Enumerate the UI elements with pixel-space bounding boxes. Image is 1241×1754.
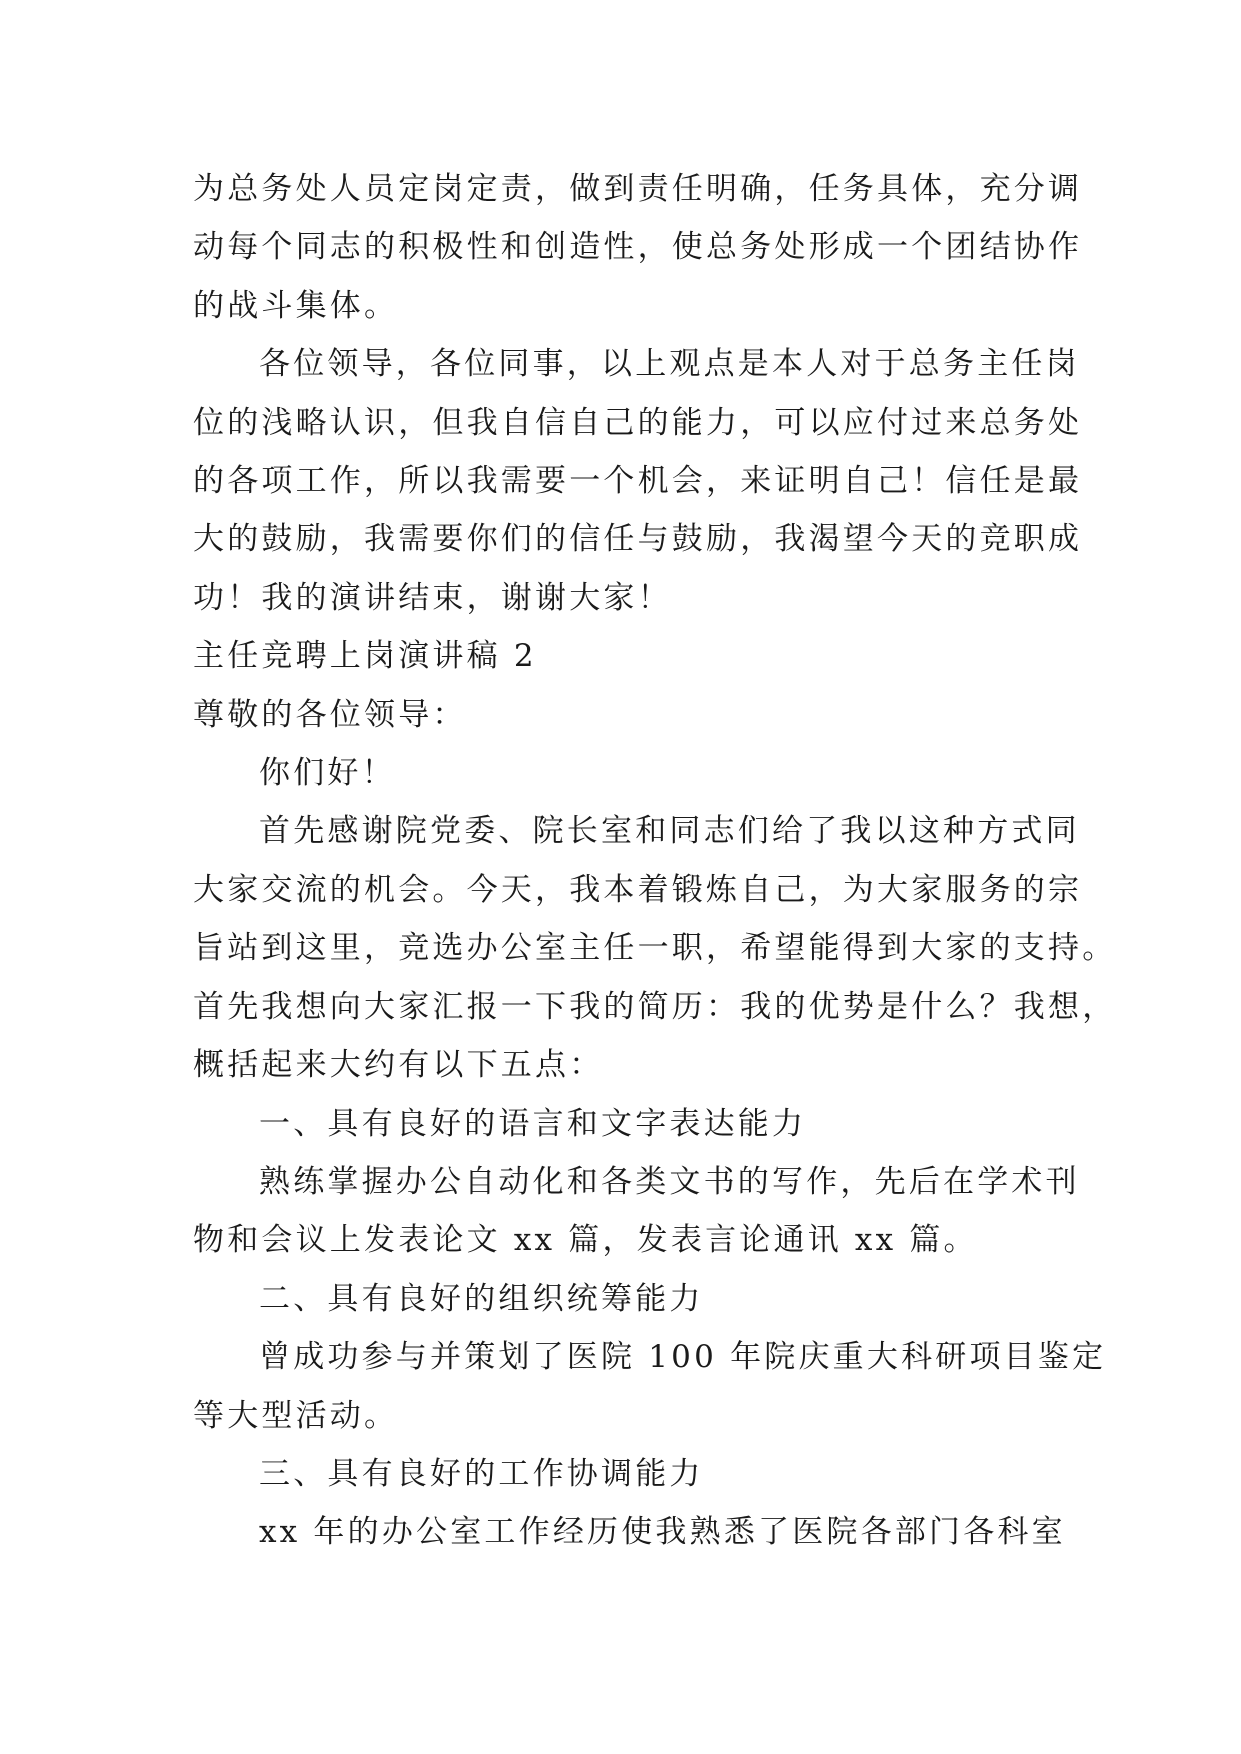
- text-line: 主任竞聘上岗演讲稿 2: [193, 638, 537, 675]
- text-line: 曾成功参与并策划了医院 100 年院庆重大科研项目鉴定: [259, 1339, 1107, 1376]
- paragraph: [193, 686, 1048, 744]
- text-line: 大家交流的机会。今天，我本着锻炼自己，为大家服务的宗: [193, 871, 1083, 908]
- text-line: 的各项工作，所以我需要一个机会，来证明自己！信任是最: [193, 463, 1083, 500]
- paragraph: [193, 1153, 1080, 1270]
- paragraph: [193, 627, 1048, 685]
- text-line: 为总务处人员定岗定责，做到责任明确，任务具体，充分调: [193, 171, 1083, 207]
- text-line: 位的浅略认识，但我自信自己的能力，可以应付过来总务处: [193, 404, 1083, 441]
- paragraph: [193, 160, 1083, 335]
- text-line: 一、具有良好的语言和文字表达能力: [259, 1105, 807, 1142]
- text-line: 首先感谢院党委、院长室和同志们给了我以这种方式同: [259, 813, 1080, 850]
- paragraph: [193, 1445, 1048, 1503]
- text-line: xx 年的办公室工作经历使我熟悉了医院各部门各科室: [259, 1514, 1066, 1551]
- text-line: 动每个同志的积极性和创造性，使总务处形成一个团结协作: [193, 229, 1083, 266]
- text-line: 旨站到这里，竞选办公室主任一职，希望能得到大家的支持。: [193, 930, 1117, 967]
- text-line: 各位领导，各位同事，以上观点是本人对于总务主任岗: [259, 346, 1080, 383]
- text-line: 二、具有良好的组织统筹能力: [259, 1280, 704, 1317]
- paragraph: [193, 802, 1117, 1094]
- paragraph: [193, 335, 1083, 627]
- paragraph: [193, 1503, 1066, 1561]
- document-page: [193, 160, 1117, 1562]
- text-line: 的战斗集体。: [193, 287, 399, 324]
- text-line: 熟练掌握办公自动化和各类文书的写作，先后在学术刊: [259, 1163, 1080, 1200]
- paragraph: [193, 1328, 1107, 1445]
- paragraph: [193, 1095, 1048, 1153]
- text-line: 首先我想向大家汇报一下我的简历：我的优势是什么？我想，: [193, 988, 1117, 1025]
- text-line: 大的鼓励，我需要你们的信任与鼓励，我渴望今天的竞职成: [193, 521, 1083, 558]
- text-line: 等大型活动。: [193, 1397, 399, 1434]
- text-line: 功！我的演讲结束，谢谢大家！: [193, 579, 672, 616]
- text-line: 你们好！: [259, 755, 396, 792]
- text-line: 概括起来大约有以下五点：: [193, 1047, 604, 1084]
- text-line: 物和会议上发表论文 xx 篇，发表言论通讯 xx 篇。: [193, 1222, 978, 1259]
- paragraph: [193, 1270, 1048, 1328]
- text-line: 尊敬的各位领导：: [193, 696, 467, 733]
- paragraph: [193, 744, 1048, 802]
- text-line: 三、具有良好的工作协调能力: [259, 1455, 704, 1492]
